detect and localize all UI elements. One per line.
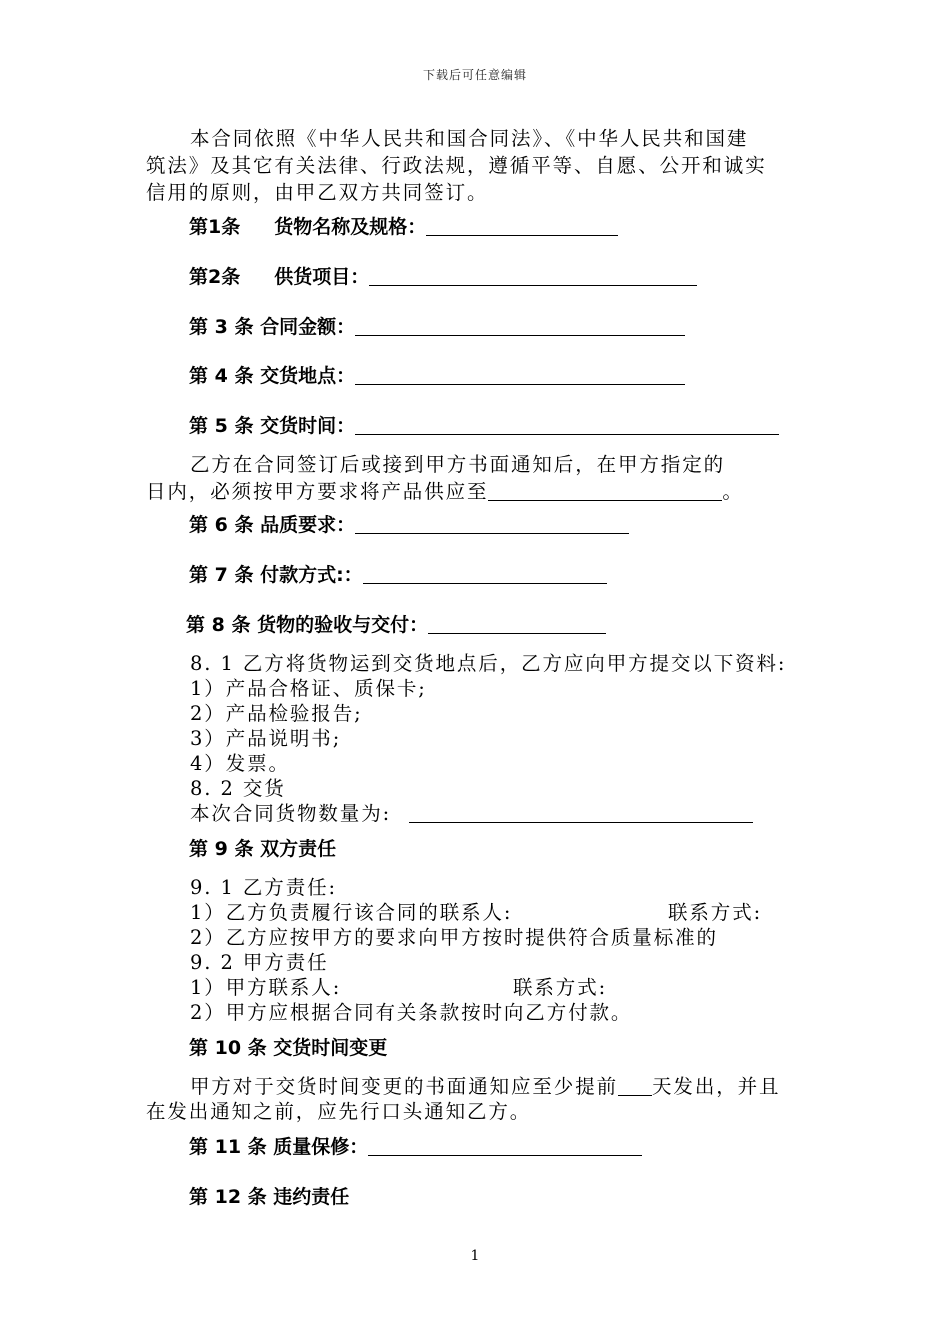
- article-12-heading: 第 12 条 违约责任: [189, 1186, 350, 1208]
- article-10-heading: 第 10 条 交货时间变更: [189, 1037, 388, 1059]
- article-5-heading: [189, 411, 779, 438]
- article-2-number: 第2条: [189, 266, 241, 288]
- article-2-title: 供货项目：: [274, 266, 370, 288]
- article-8-line-3: 2）产品检验报告;: [190, 702, 363, 725]
- article-8-heading: [186, 610, 606, 637]
- article-11-heading: [189, 1132, 642, 1159]
- article-8-line-2: 1）产品合格证、质保卡;: [190, 677, 427, 700]
- article-10-text-a: 甲方对于交货时间变更的书面通知应至少提前: [190, 1075, 619, 1098]
- article-9-line-3: 2）乙方应按甲方的要求向甲方按时提供符合质量标准的: [190, 926, 718, 949]
- article-8-blank: [428, 613, 606, 634]
- article-6-blank: [355, 513, 629, 534]
- article-8-quantity-label: 本次合同货物数量为:: [190, 802, 400, 825]
- page-header: 下载后可任意编辑: [422, 68, 527, 82]
- article-2-blank: [369, 265, 697, 286]
- article-11-title: 第 11 条 质量保修：: [189, 1136, 369, 1158]
- article-7-blank: [363, 563, 607, 584]
- article-8-line-4: 3）产品说明书;: [190, 727, 342, 750]
- article-8-line-1: 8. 1 乙方将货物运到交货地点后，乙方应向甲方提交以下资料:: [190, 652, 787, 675]
- article-3-heading: [189, 312, 685, 339]
- article-9-line-2b: 联系方式:: [668, 901, 763, 924]
- article-10-line-1: [190, 1071, 780, 1099]
- article-9-line-5a: 1）甲方联系人:: [190, 976, 342, 999]
- article-1-blank: [426, 215, 618, 236]
- article-9-line-6: 2）甲方应根据合同有关条款按时向乙方付款。: [190, 1001, 633, 1024]
- article-4-blank: [355, 364, 685, 385]
- article-10-line-2: 在发出通知之前，应先行口头通知乙方。: [146, 1100, 532, 1123]
- article-1-title: 货物名称及规格：: [274, 216, 427, 238]
- intro-line-1: 本合同依照《中华人民共和国合同法》、《中华人民共和国建: [190, 127, 749, 150]
- article-4-heading: [189, 361, 685, 388]
- article-3-blank: [355, 315, 685, 336]
- article-5-body-line-2: [146, 476, 744, 504]
- page-number: 1: [470, 1248, 480, 1264]
- article-11-blank: [368, 1135, 642, 1156]
- article-9-line-1: 9. 1 乙方责任:: [190, 876, 337, 899]
- article-6-heading: [189, 510, 629, 537]
- intro-line-2: 筑法》及其它有关法律、行政法规，遵循平等、自愿、公开和诚实: [146, 154, 767, 177]
- article-5-blank: [355, 414, 779, 435]
- article-9-line-4: 9. 2 甲方责任: [190, 951, 329, 974]
- article-3-title: 第 3 条 合同金额：: [189, 316, 356, 338]
- article-5-body-line-1: 乙方在合同签订后或接到甲方书面通知后，在甲方指定的: [190, 453, 726, 476]
- article-5-body-blank: [488, 482, 722, 501]
- article-5-body-end: 。: [722, 480, 744, 503]
- article-9-line-5b: 联系方式:: [513, 976, 608, 999]
- article-9-line-2a: 1）乙方负责履行该合同的联系人:: [190, 901, 513, 924]
- article-7-title: 第 7 条 付款方式:：: [189, 564, 363, 586]
- article-2-heading: [189, 262, 697, 289]
- article-8-line-6: 8. 2 交货: [190, 777, 286, 800]
- article-9-heading: 第 9 条 双方责任: [189, 838, 337, 860]
- article-10-days-blank: [618, 1077, 652, 1096]
- article-7-heading: [189, 560, 607, 587]
- article-5-title: 第 5 条 交货时间：: [189, 415, 356, 437]
- article-1-heading: [189, 212, 618, 239]
- article-6-title: 第 6 条 品质要求：: [189, 514, 356, 536]
- article-8-line-7: [190, 798, 753, 826]
- article-8-quantity-blank: [409, 804, 753, 823]
- article-4-title: 第 4 条 交货地点：: [189, 365, 356, 387]
- article-8-title: 第 8 条 货物的验收与交付：: [186, 614, 429, 636]
- article-10-text-b: 天发出，并且: [652, 1075, 781, 1098]
- intro-line-3: 信用的原则，由甲乙双方共同签订。: [146, 181, 489, 204]
- article-8-line-5: 4）发票。: [190, 752, 290, 775]
- article-5-body-text: 日内，必须按甲方要求将产品供应至: [146, 480, 489, 503]
- article-1-number: 第1条: [189, 216, 241, 238]
